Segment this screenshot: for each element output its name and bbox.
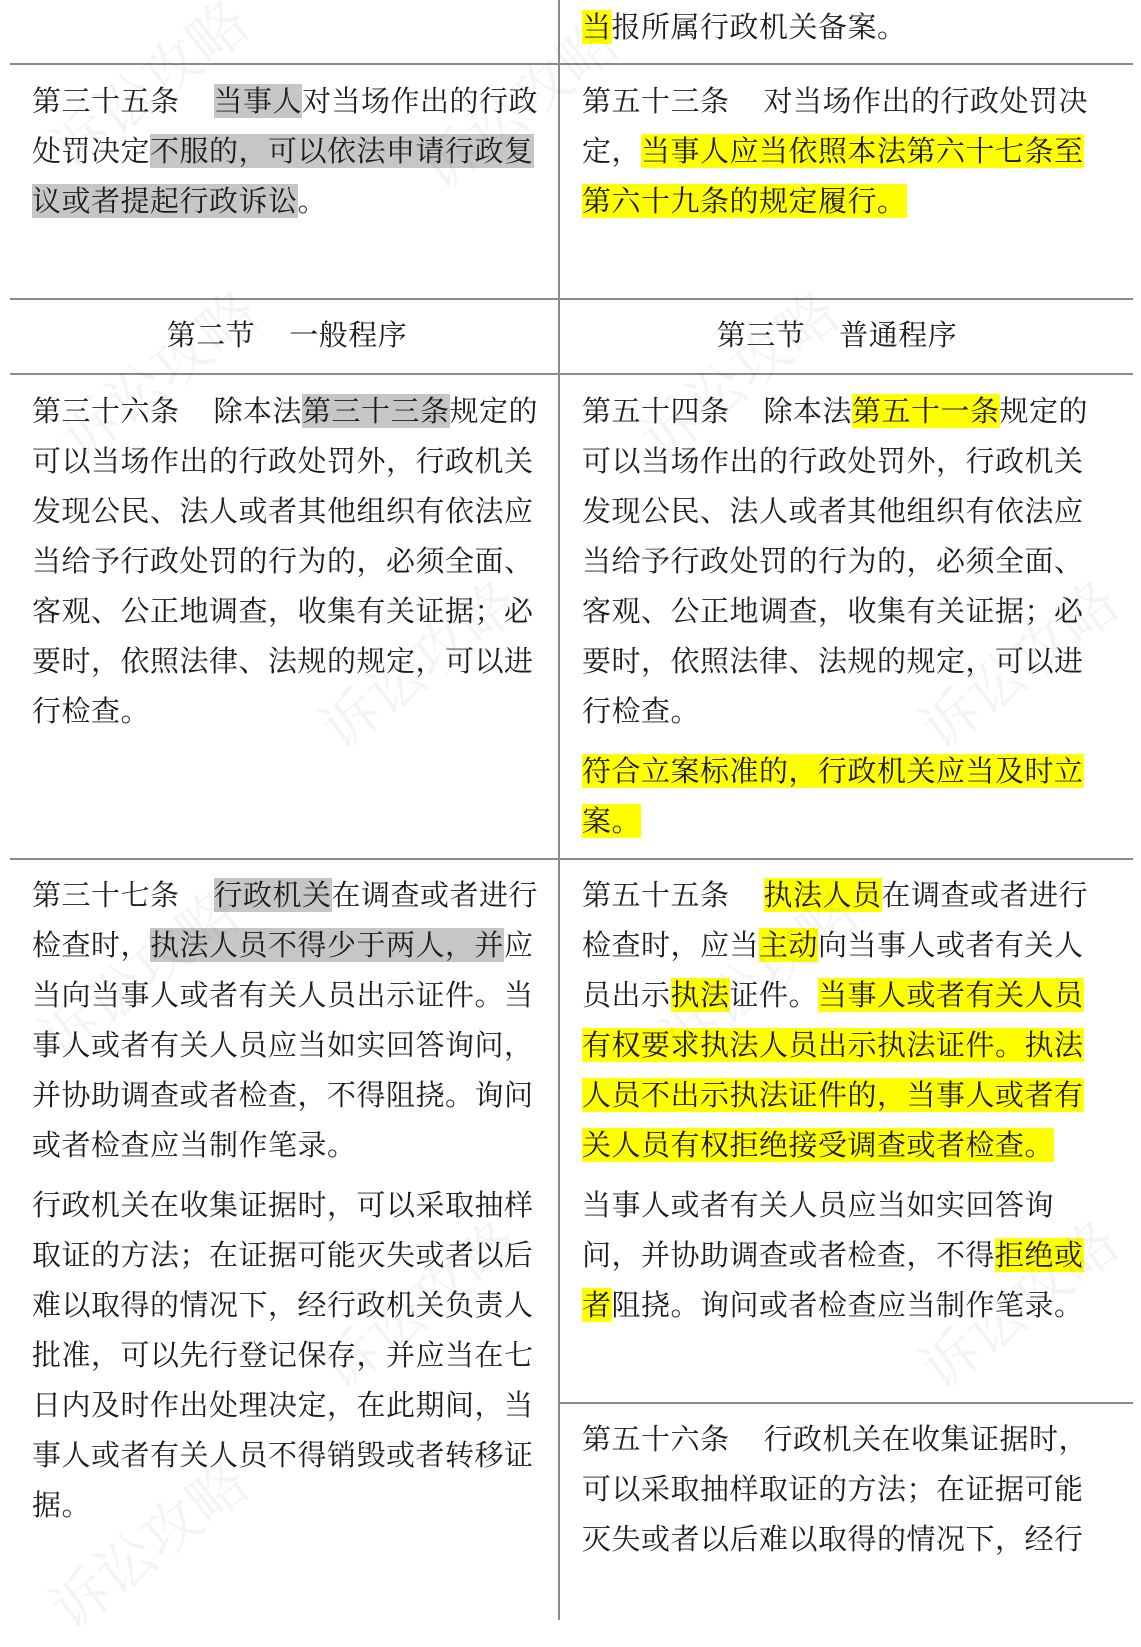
- highlight-yellow: 当事人应当依照本法第六十七条至第六十九条的规定履行。: [582, 134, 1084, 218]
- text-run: 第三节: [716, 318, 806, 352]
- text-run: 向当事人或者有关人员出示: [582, 928, 1084, 1012]
- paragraph: [32, 76, 542, 226]
- text-run: 。: [297, 184, 328, 218]
- paragraph: [582, 746, 1092, 846]
- column-divider: [558, 0, 560, 1620]
- highlight-gray: 当事人: [213, 84, 303, 118]
- text-run: 除本法: [763, 394, 853, 428]
- text-run: 当事人或者有关人员应当如实回答询问，并协助调查或者检查，不得: [582, 1188, 1055, 1272]
- paragraph: [582, 2, 1092, 52]
- text-run: 除本法: [213, 394, 303, 428]
- text-run: 第三十七条: [32, 878, 180, 912]
- text-run: 第五十三条: [582, 84, 730, 118]
- highlight-gray: 执法人员不得少于两人，并: [150, 928, 505, 962]
- highlight-yellow: 当事人或者有关人员有权要求执法人员出示执法证件。执法人员不出示执法证件的，当事人或者有关人员有权拒绝接受调查或者检查。: [582, 978, 1084, 1162]
- highlight-gray: 第三十三条: [302, 394, 450, 428]
- text-run: 规定的可以当场作出的行政处罚外，行政机关发现公民、法人或者其他组织有依法应当给予行政处罚的行为的，必须全面、客观、公正地调查，收集有关证据；必要时，依照法律、法规的规定，可以进行检查。: [32, 394, 539, 728]
- row-divider: [559, 1402, 1133, 1404]
- text-run: 第五十五条: [582, 878, 730, 912]
- article-cell-new: [582, 76, 1092, 226]
- highlight-yellow: 符合立案标准的，行政机关应当及时立案。: [582, 754, 1084, 838]
- text-run: 规定的可以当场作出的行政处罚外，行政机关发现公民、法人或者其他组织有依法应当给予行政处罚的行为的，必须全面、客观、公正地调查，收集有关证据；必要时，依照法律、法规的规定，可以进行检查。: [582, 394, 1089, 728]
- paragraph: [32, 386, 542, 736]
- article-cell-old: [32, 76, 542, 226]
- article-cell-old: [32, 870, 542, 1530]
- paragraph: [582, 76, 1092, 226]
- paragraph: [582, 870, 1092, 1170]
- paragraph: [32, 870, 542, 1170]
- highlight-gray: 行政机关: [213, 878, 332, 912]
- text-run: 第三十五条: [32, 84, 180, 118]
- highlight-yellow: 当: [582, 10, 612, 44]
- text-run: 行政机关在收集证据时，可以采取抽样取证的方法；在证据可能灭失或者以后难以取得的情况下，经行政机关负责人批准，可以先行登记保存，并应当在七日内及时作出处理决定，在此期间，当事人或者有关人员不得销毁或者转移证据。: [32, 1188, 534, 1522]
- highlight-yellow: 执法人员: [763, 878, 882, 912]
- text-run: 在调查或者进行检查时，应当: [582, 878, 1089, 962]
- comparison-table: [10, 0, 1133, 1620]
- highlight-yellow: 执法: [670, 978, 730, 1012]
- text-run: 普通程序: [839, 318, 958, 352]
- row-divider: [10, 298, 1133, 300]
- article-cell-new: [582, 386, 1092, 846]
- highlight-gray: 不服的，可以依法申请行政复议或者提起行政诉讼: [32, 134, 534, 218]
- text-run: 第五十四条: [582, 394, 730, 428]
- article-cell-old: [32, 386, 542, 736]
- text-run: 报所属行政机关备案。: [611, 10, 907, 44]
- article-cell-new: [582, 2, 1092, 52]
- text-run: 在调查或者进行检查时，: [32, 878, 539, 962]
- section-heading-new: [582, 310, 1092, 360]
- text-run: 一般程序: [289, 318, 408, 352]
- text-run: 对当场作出的行政处罚决定，: [582, 84, 1089, 168]
- paragraph: [32, 1180, 542, 1530]
- section-heading-old: [32, 310, 542, 360]
- row-divider: [10, 858, 1133, 860]
- paragraph: [582, 1414, 1092, 1564]
- text-run: 阻挠。询问或者检查应当制作笔录。: [611, 1288, 1084, 1322]
- row-divider: [10, 373, 1133, 375]
- highlight-yellow: 第五十一条: [852, 394, 1000, 428]
- text-run: 对当场作出的行政处罚决定: [32, 84, 539, 168]
- paragraph: [32, 310, 542, 360]
- highlight-yellow: 拒绝或者: [582, 1238, 1084, 1322]
- article-cell-new: [582, 1414, 1092, 1564]
- row-divider: [10, 63, 1133, 65]
- text-run: 第三十六条: [32, 394, 180, 428]
- text-run: 应当向当事人或者有关人员出示证件。当事人或者有关人员应当如实回答询问，并协助调查或者检查，不得阻挠。询问或者检查应当制作笔录。: [32, 928, 534, 1162]
- text-run: 第二节: [166, 318, 256, 352]
- text-run: 行政机关在收集证据时，可以采取抽样取证的方法；在证据可能灭失或者以后难以取得的情况下，经行: [582, 1422, 1089, 1556]
- text-run: 第五十六条: [582, 1422, 730, 1456]
- paragraph: [582, 1180, 1092, 1330]
- paragraph: [582, 310, 1092, 360]
- paragraph: [582, 386, 1092, 736]
- highlight-yellow: 主动: [759, 928, 819, 962]
- article-cell-new: [582, 870, 1092, 1330]
- text-run: 证件。: [729, 978, 819, 1012]
